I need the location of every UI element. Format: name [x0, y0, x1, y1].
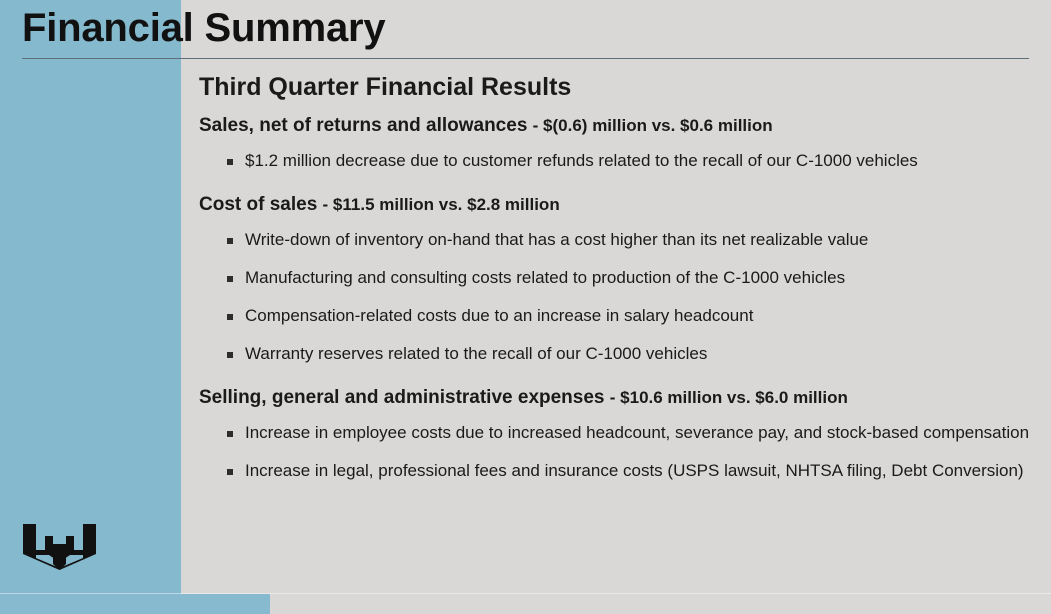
square-bullet-icon [227, 431, 233, 437]
group-heading [199, 192, 1044, 218]
group-heading [199, 385, 1044, 411]
list-item-text: Increase in employee costs due to increased headcount, severance pay, and stock-based compensation [245, 423, 1030, 442]
page-title: Financial Summary [22, 6, 386, 50]
group-heading-amount: - $11.5 million vs. $2.8 million [322, 195, 560, 214]
list-item [199, 335, 1044, 373]
list-item-text: Write-down of inventory on-hand that has a cost higher than its net realizable value [245, 230, 869, 249]
left-accent-band [0, 0, 181, 594]
list-item [199, 259, 1044, 297]
lordstown-motors-logo [23, 524, 96, 570]
list-item [199, 221, 1044, 259]
list-item-text: Warranty reserves related to the recall of our C-1000 vehicles [245, 344, 708, 363]
list-item [199, 142, 1044, 180]
group-bullet-list [199, 142, 1044, 180]
financial-group [199, 385, 1044, 490]
list-item-text: Increase in legal, professional fees and insurance costs (USPS lawsuit, NHTSA filing, Debt Conversion) [245, 461, 1024, 480]
group-heading-label: Selling, general and administrative expenses [199, 387, 605, 408]
square-bullet-icon [227, 276, 233, 282]
square-bullet-icon [227, 314, 233, 320]
financial-group [199, 113, 1044, 180]
group-heading-amount: - $(0.6) million vs. $0.6 million [532, 116, 773, 135]
list-item [199, 297, 1044, 335]
square-bullet-icon [227, 469, 233, 475]
square-bullet-icon [227, 238, 233, 244]
list-item-text: Compensation-related costs due to an increase in salary headcount [245, 306, 754, 325]
list-item-text: Manufacturing and consulting costs related to production of the C-1000 vehicles [245, 268, 846, 287]
list-item [199, 414, 1044, 452]
group-heading-label: Cost of sales [199, 194, 318, 215]
slide-content [199, 70, 1044, 491]
section-title: Third Quarter Financial Results [199, 73, 572, 101]
footer-divider [0, 593, 1051, 594]
list-item [199, 452, 1044, 490]
group-heading-amount: - $10.6 million vs. $6.0 million [609, 388, 848, 407]
group-bullet-list [199, 221, 1044, 373]
group-bullet-list [199, 414, 1044, 490]
list-item-text: $1.2 million decrease due to customer refunds related to the recall of our C-1000 vehicles [245, 151, 918, 170]
group-heading-label: Sales, net of returns and allowances [199, 115, 528, 136]
square-bullet-icon [227, 159, 233, 165]
financial-group [199, 192, 1044, 373]
title-divider [22, 58, 1029, 59]
left-accent-band-footer [0, 594, 270, 614]
group-heading [199, 113, 1044, 139]
square-bullet-icon [227, 352, 233, 358]
